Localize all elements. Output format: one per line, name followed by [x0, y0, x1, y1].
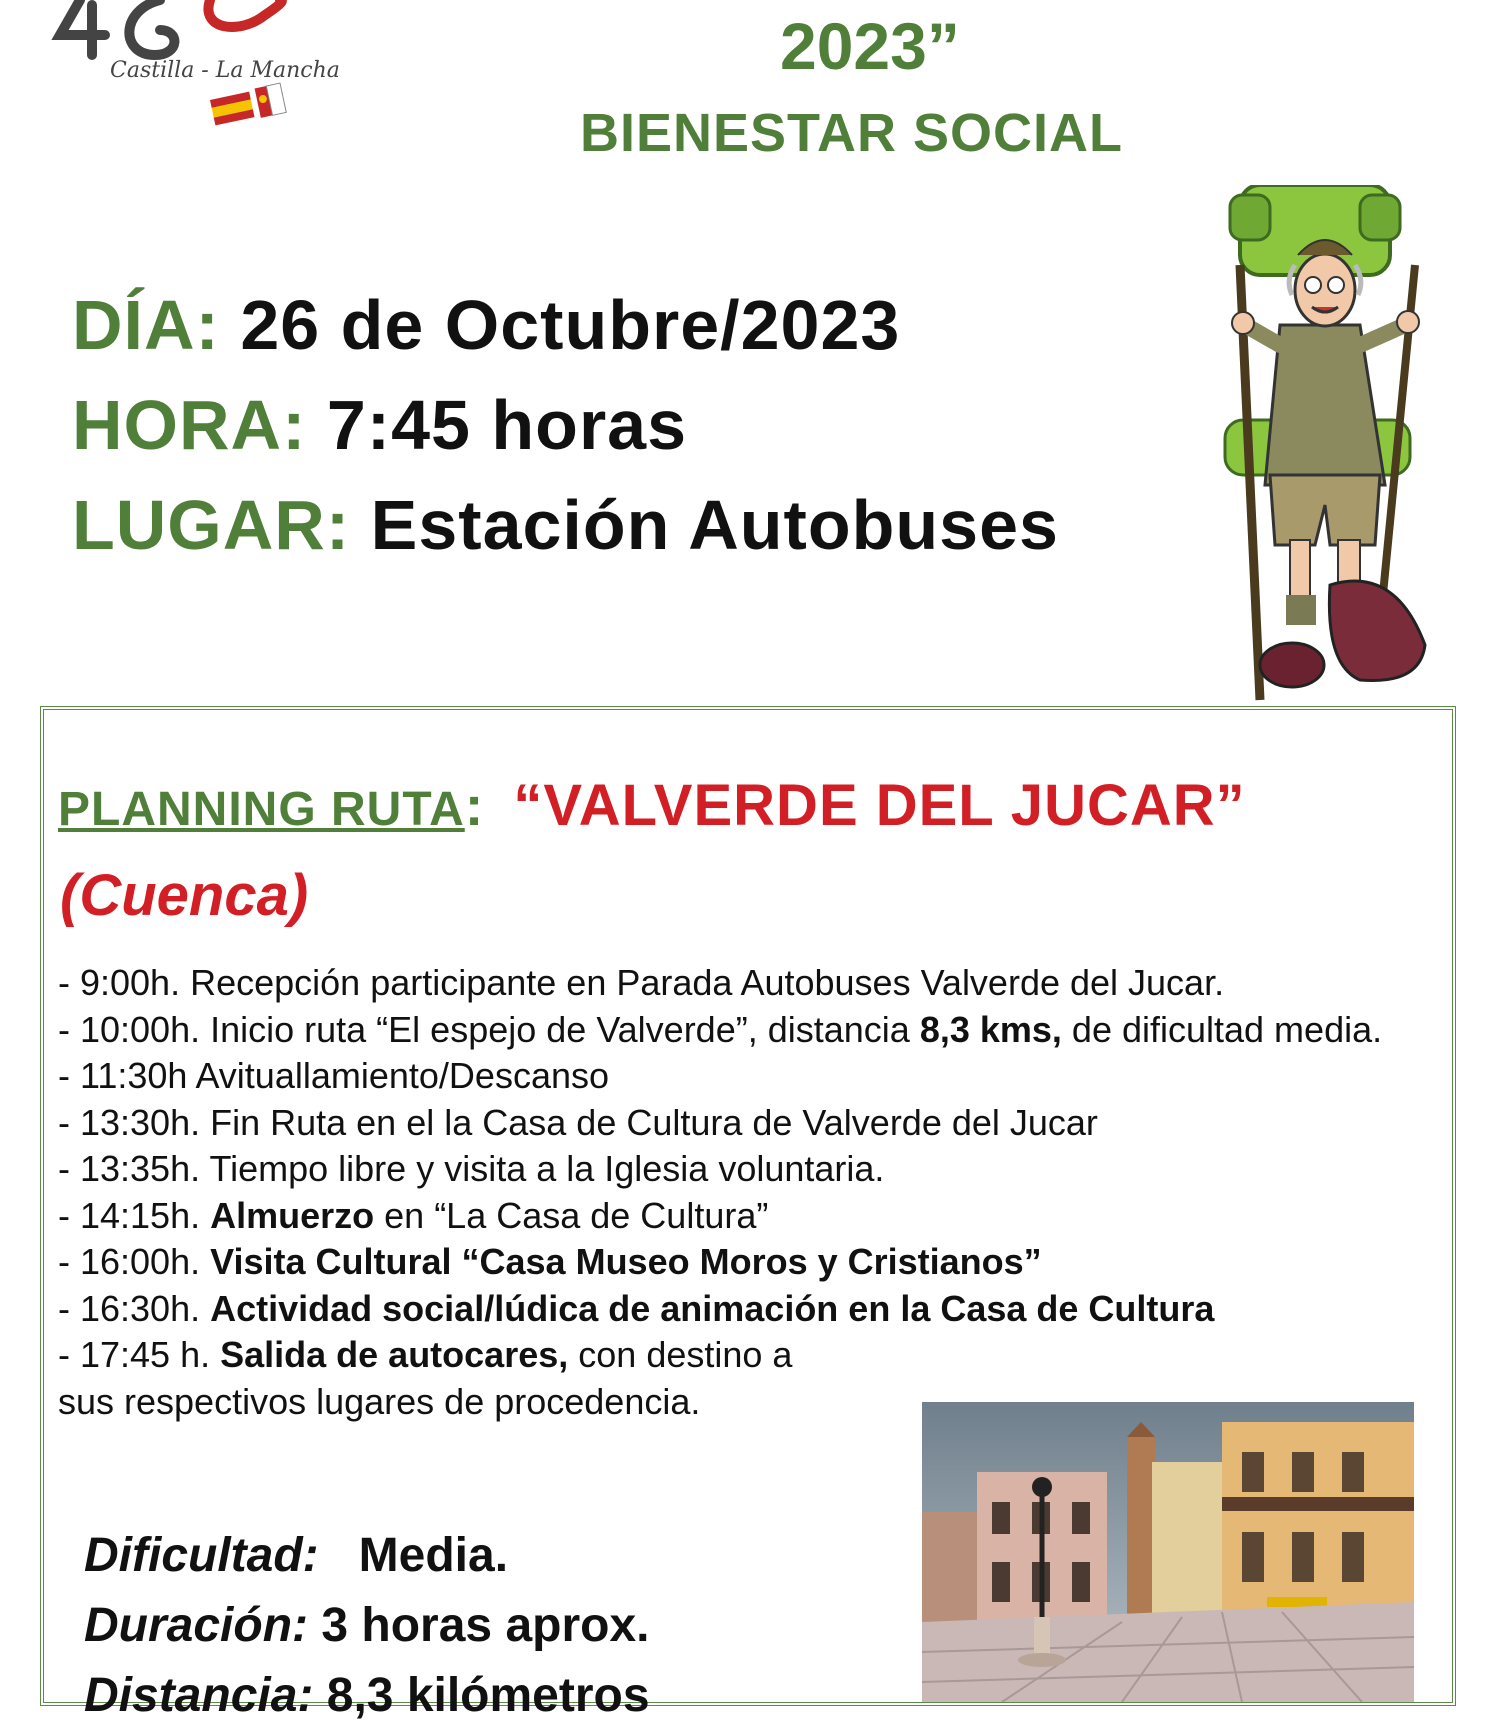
schedule-highlight: Actividad social/lúdica de animación en la Casa de Cultura [210, 1287, 1215, 1329]
duration-label: Duración: [84, 1599, 309, 1652]
schedule-text: - 9:00h. Recepción participante en Parada Autobuses Valverde del Jucar. [58, 962, 1225, 1003]
logo-caption: Castilla - La Mancha [110, 58, 340, 83]
route-title [58, 772, 1246, 839]
schedule-item [58, 1286, 1458, 1333]
place-line [72, 485, 1059, 565]
schedule-text: - 11:30h Avituallamiento/Descanso [58, 1055, 610, 1096]
schedule-item [58, 1053, 1458, 1100]
time-label: HORA: [72, 386, 307, 464]
route-colon: : [464, 774, 484, 837]
distance-label: Distancia: [84, 1669, 314, 1722]
distance-line [84, 1668, 650, 1723]
schedule-text: - 17:45 h. [58, 1334, 221, 1375]
difficulty-value: Media. [358, 1529, 509, 1582]
page-subtitle: BIENESTAR SOCIAL [580, 103, 1124, 163]
schedule-item [58, 1100, 1458, 1147]
place-value: Estación Autobuses [370, 486, 1059, 564]
date-label: DÍA: [72, 286, 220, 364]
distance-value: 8,3 kilómetros [326, 1669, 650, 1722]
schedule-text: de dificultad media. [1061, 1008, 1383, 1050]
date-line [72, 285, 900, 365]
hiker-illustration [1210, 185, 1450, 705]
route-province: (Cuenca) [60, 863, 309, 928]
schedule-highlight: Almuerzo [210, 1194, 375, 1236]
time-value: 7:45 horas [326, 386, 688, 464]
date-value: 26 de Octubre/2023 [240, 286, 901, 364]
schedule-item [58, 1146, 1458, 1193]
time-line [72, 385, 687, 465]
schedule-item [58, 1007, 1458, 1054]
schedule-item [58, 1239, 1458, 1286]
route-name: “VALVERDE DEL JUCAR” [513, 773, 1246, 838]
schedule-text: - 13:30h. Fin Ruta en el la Casa de Cultura de Valverde del Jucar [58, 1101, 1098, 1143]
duration-value: 3 horas aprox. [321, 1599, 650, 1652]
duration-line [84, 1598, 649, 1653]
schedule-text: - 10:00h. Inicio ruta “El espejo de Valverde”, distancia [58, 1008, 920, 1050]
schedule-text: en “La Casa de Cultura” [374, 1194, 769, 1236]
schedule-item [58, 1193, 1458, 1240]
schedule-item [58, 960, 1458, 1007]
schedule-text: - 13:35h. Tiempo libre y visita a la Iglesia voluntaria. [58, 1148, 885, 1189]
schedule-highlight: Salida de autocares, [220, 1334, 569, 1375]
schedule-text: - 16:30h. [58, 1287, 211, 1329]
schedule-text: con destino a [568, 1334, 793, 1375]
difficulty-line [84, 1528, 508, 1583]
route-label: PLANNING RUTA [58, 783, 465, 836]
schedule-highlight: 8,3 kms, [919, 1008, 1062, 1050]
schedule-text: - 14:15h. [58, 1194, 211, 1236]
title-year: 2023” [780, 9, 960, 83]
schedule-text: - 16:00h. [58, 1241, 211, 1282]
difficulty-label: Dificultad: [84, 1529, 319, 1582]
schedule-item [58, 1332, 1458, 1379]
town-square-photo [922, 1402, 1414, 1702]
schedule-list [58, 960, 1458, 1425]
schedule-highlight: Visita Cultural “Casa Museo Moros y Cristianos” [210, 1241, 1042, 1282]
schedule-text: sus respectivos lugares de procedencia. [58, 1380, 701, 1422]
place-label: LUGAR: [72, 486, 351, 564]
